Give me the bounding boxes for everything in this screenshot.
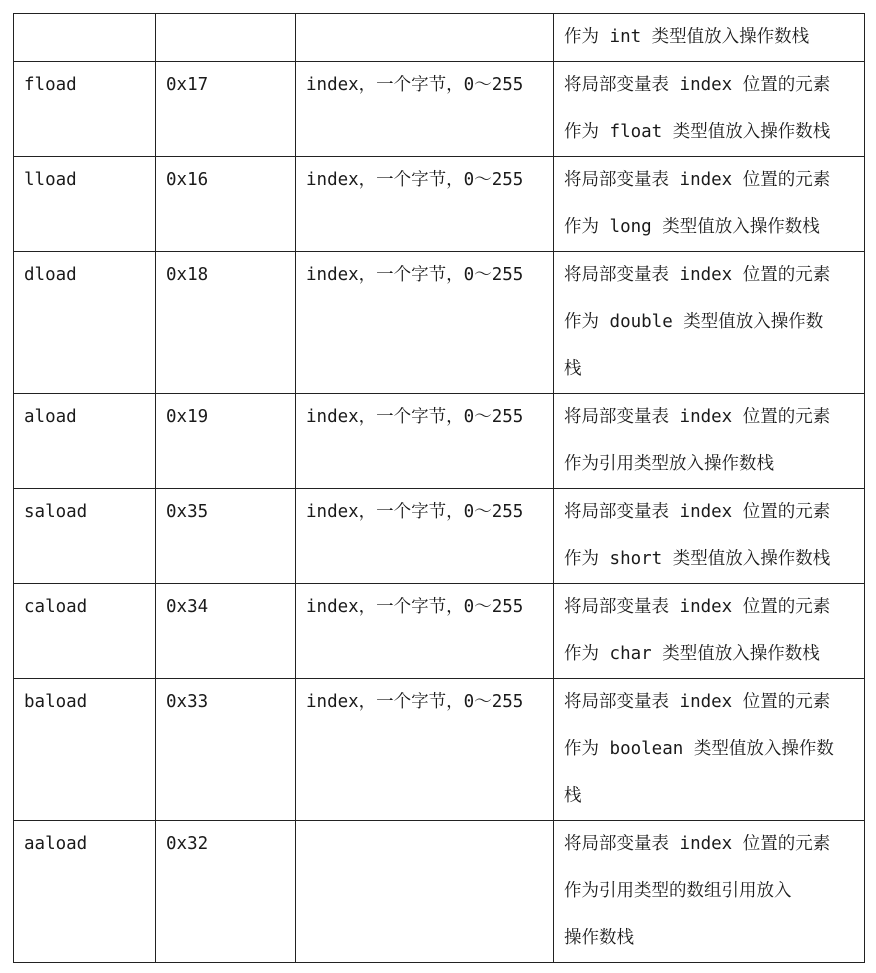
hex-code-cell: 0x33 (156, 679, 296, 821)
operand-cell: index，一个字节，0～255 (296, 62, 554, 157)
table-row (14, 584, 865, 679)
operand-cell: index，一个字节，0～255 (296, 394, 554, 489)
hex-code-cell: 0x34 (156, 584, 296, 679)
opcode-cell: aaload (14, 821, 156, 963)
description-line: 将局部变量表 index 位置的元素 (564, 597, 831, 617)
description-line: 将局部变量表 index 位置的元素 (564, 834, 831, 854)
table-row (14, 62, 865, 157)
description-line: 作为引用类型的数组引用放入 (564, 881, 792, 901)
opcode-cell (14, 14, 156, 62)
description-line: 操作数栈 (564, 928, 634, 948)
table-row (14, 394, 865, 489)
opcode-cell: saload (14, 489, 156, 584)
description-line: 作为 double 类型值放入操作数 (564, 312, 824, 332)
opcode-cell: dload (14, 252, 156, 394)
table-row (14, 14, 865, 62)
description-line: 将局部变量表 index 位置的元素 (564, 265, 831, 285)
description-cell (554, 821, 865, 963)
operand-cell: index，一个字节，0～255 (296, 489, 554, 584)
description-line: 将局部变量表 index 位置的元素 (564, 502, 831, 522)
description-line: 将局部变量表 index 位置的元素 (564, 692, 831, 712)
operand-cell: index，一个字节，0～255 (296, 584, 554, 679)
table-row (14, 252, 865, 394)
hex-code-cell (156, 14, 296, 62)
hex-code-cell: 0x32 (156, 821, 296, 963)
opcode-cell: aload (14, 394, 156, 489)
description-line: 将局部变量表 index 位置的元素 (564, 407, 831, 427)
description-line: 作为 boolean 类型值放入操作数 (564, 739, 834, 759)
operand-cell (296, 821, 554, 963)
description-line: 栈 (564, 786, 582, 806)
table-row (14, 489, 865, 584)
hex-code-cell: 0x16 (156, 157, 296, 252)
description-line: 作为引用类型放入操作数栈 (564, 454, 774, 474)
hex-code-cell: 0x19 (156, 394, 296, 489)
description-line: 作为 long 类型值放入操作数栈 (564, 217, 820, 237)
operand-cell (296, 14, 554, 62)
description-cell (554, 584, 865, 679)
table-row (14, 157, 865, 252)
description-cell (554, 252, 865, 394)
opcode-cell: fload (14, 62, 156, 157)
description-cell (554, 679, 865, 821)
table-row (14, 679, 865, 821)
opcode-cell: baload (14, 679, 156, 821)
description-line: 作为 short 类型值放入操作数栈 (564, 549, 831, 569)
description-line: 作为 float 类型值放入操作数栈 (564, 122, 831, 142)
hex-code-cell: 0x18 (156, 252, 296, 394)
operand-cell: index，一个字节，0～255 (296, 679, 554, 821)
table-row (14, 821, 865, 963)
operand-cell: index，一个字节，0～255 (296, 252, 554, 394)
description-cell (554, 489, 865, 584)
description-line: 作为 char 类型值放入操作数栈 (564, 644, 820, 664)
hex-code-cell: 0x35 (156, 489, 296, 584)
description-line: 将局部变量表 index 位置的元素 (564, 170, 831, 190)
description-cell (554, 157, 865, 252)
description-cell (554, 394, 865, 489)
hex-code-cell: 0x17 (156, 62, 296, 157)
opcode-cell: lload (14, 157, 156, 252)
description-line: 作为 int 类型值放入操作数栈 (564, 27, 810, 47)
description-line: 将局部变量表 index 位置的元素 (564, 75, 831, 95)
opcode-table (13, 13, 865, 963)
operand-cell: index，一个字节，0～255 (296, 157, 554, 252)
description-cell (554, 62, 865, 157)
description-line: 栈 (564, 359, 582, 379)
opcode-cell: caload (14, 584, 156, 679)
description-cell (554, 14, 865, 62)
